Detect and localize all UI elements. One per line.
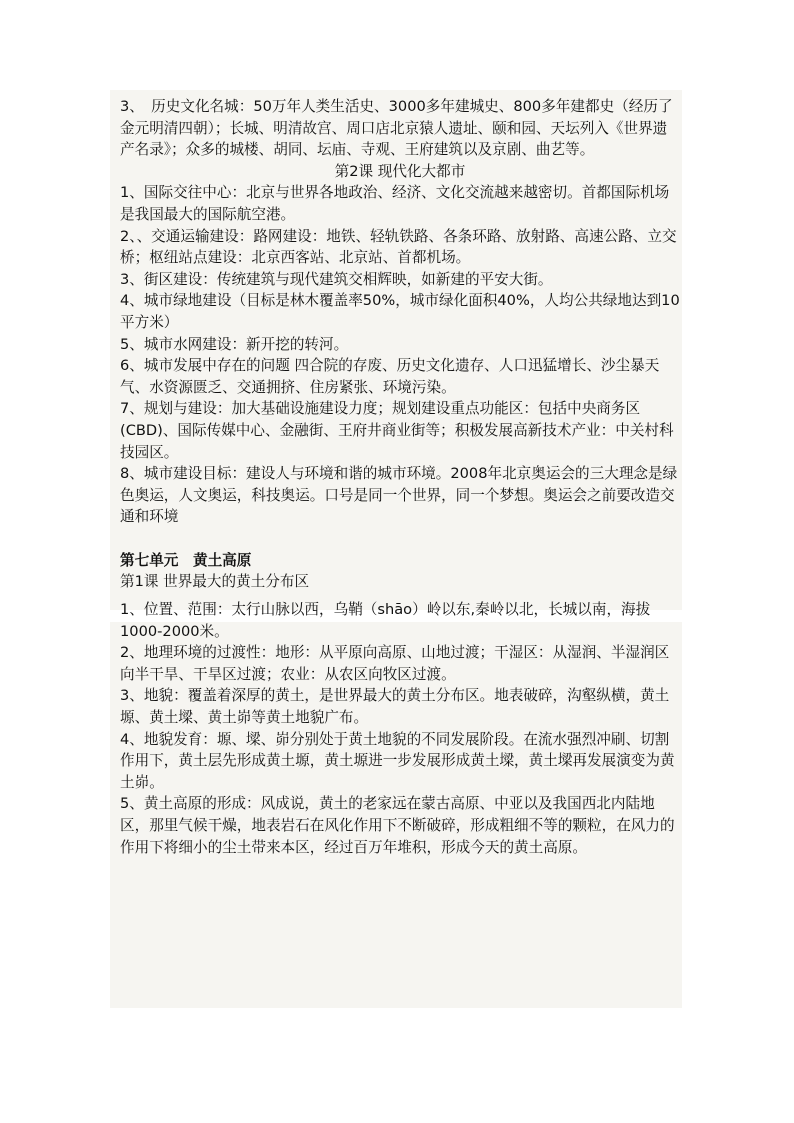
list-item: 4、地貌发育：塬、墚、峁分别处于黄土地貌的不同发展阶段。在流水强烈冲刷、切割作用下，黄土层先形成黄土塬，黄土塬进一步发展形成黄土墚，黄土墚再发展演变为黄土峁。 [120, 730, 675, 791]
list-item: 5、黄土高原的形成：风成说，黄土的老家远在蒙古高原、中亚以及我国西北内陆地区，那里气候干燥，地表岩石在风化作用下不断破碎，形成粗细不等的颗粒，在风力的作用下将细小的尘土带来本区，经过百万年堆积，形成今天的黄土高原。 [120, 795, 675, 856]
spacer [120, 528, 680, 550]
lesson-title: 第1课 世界最大的黄土分布区 [120, 573, 310, 591]
list-item: 1、位置、范围：太行山脉以西，乌鞘（shāo）岭以东,秦岭以北，长城以南，海拔1000-2000米。 [120, 601, 651, 640]
list-item: 4、城市绿地建设（目标是林木覆盖率50%，城市绿化面积40%，人均公共绿地达到10平方米） [120, 292, 680, 331]
list-item: 5、城市水网建设：新开挖的转河。 [120, 335, 349, 353]
list-item: 7、规划与建设：加大基础设施建设力度；规划建设重点功能区：包括中央商务区(CBD)、国际传媒中心、金融街、王府井商业街等；积极发展高新技术产业：中关村科技园区。 [120, 400, 674, 461]
unit-title: 第七单元 黄土高原 [120, 551, 252, 569]
list-item: 6、城市发展中存在的问题 四合院的存废、历史文化遗存、人口迅猛增长、沙尘暴天气、水资源匮乏、交通拥挤、住房紧张、环境污染。 [120, 357, 660, 396]
list-item: 3、街区建设：传统建筑与现代建筑交相辉映，如新建的平安大街。 [120, 270, 553, 288]
list-item: 3、地貌：覆盖着深厚的黄土，是世界最大的黄土分布区。地表破碎，沟壑纵横，黄土塬、黄土墚、黄土峁等黄土地貌广布。 [120, 687, 670, 727]
list-item: 2、、交通运输建设：路网建设：地铁、轻轨铁路、各条环路、放射路、高速公路、立交桥；枢纽站点建设：北京西客站、北京站、首都机场。 [120, 227, 677, 267]
list-item: 8、城市建设目标：建设人与环境和谐的城市环境。2008年北京奥运会的三大理念是绿色奥运，人文奥运，科技奥运。口号是同一个世界，同一个梦想。奥运会之前要改造交通和环境 [120, 465, 678, 526]
paragraph-history-culture: 3、 历史文化名城：50万年人类生活史、3000多年建城史、800多年建都史（经历了金元明清四朝）；长城、明清故宫、周口店北京猿人遗址、颐和园、天坛列入《世界遗产名录》；众多的城楼、胡同、坛庙、寺观、王府建筑以及京剧、曲艺等。 [120, 98, 673, 159]
list-item: 2、地理环境的过渡性：地形：从平原向高原、山地过渡；干湿区：从湿润、半湿润区向半干旱、干旱区过渡；农业：从农区向牧区过渡。 [120, 644, 670, 683]
list-item: 1、国际交往中心：北京与世界各地政治、经济、文化交流越来越密切。首都国际机场是我国最大的国际航空港。 [120, 184, 670, 223]
lesson-title: 第2课 现代化大都市 [334, 162, 466, 180]
document-content [120, 96, 680, 858]
